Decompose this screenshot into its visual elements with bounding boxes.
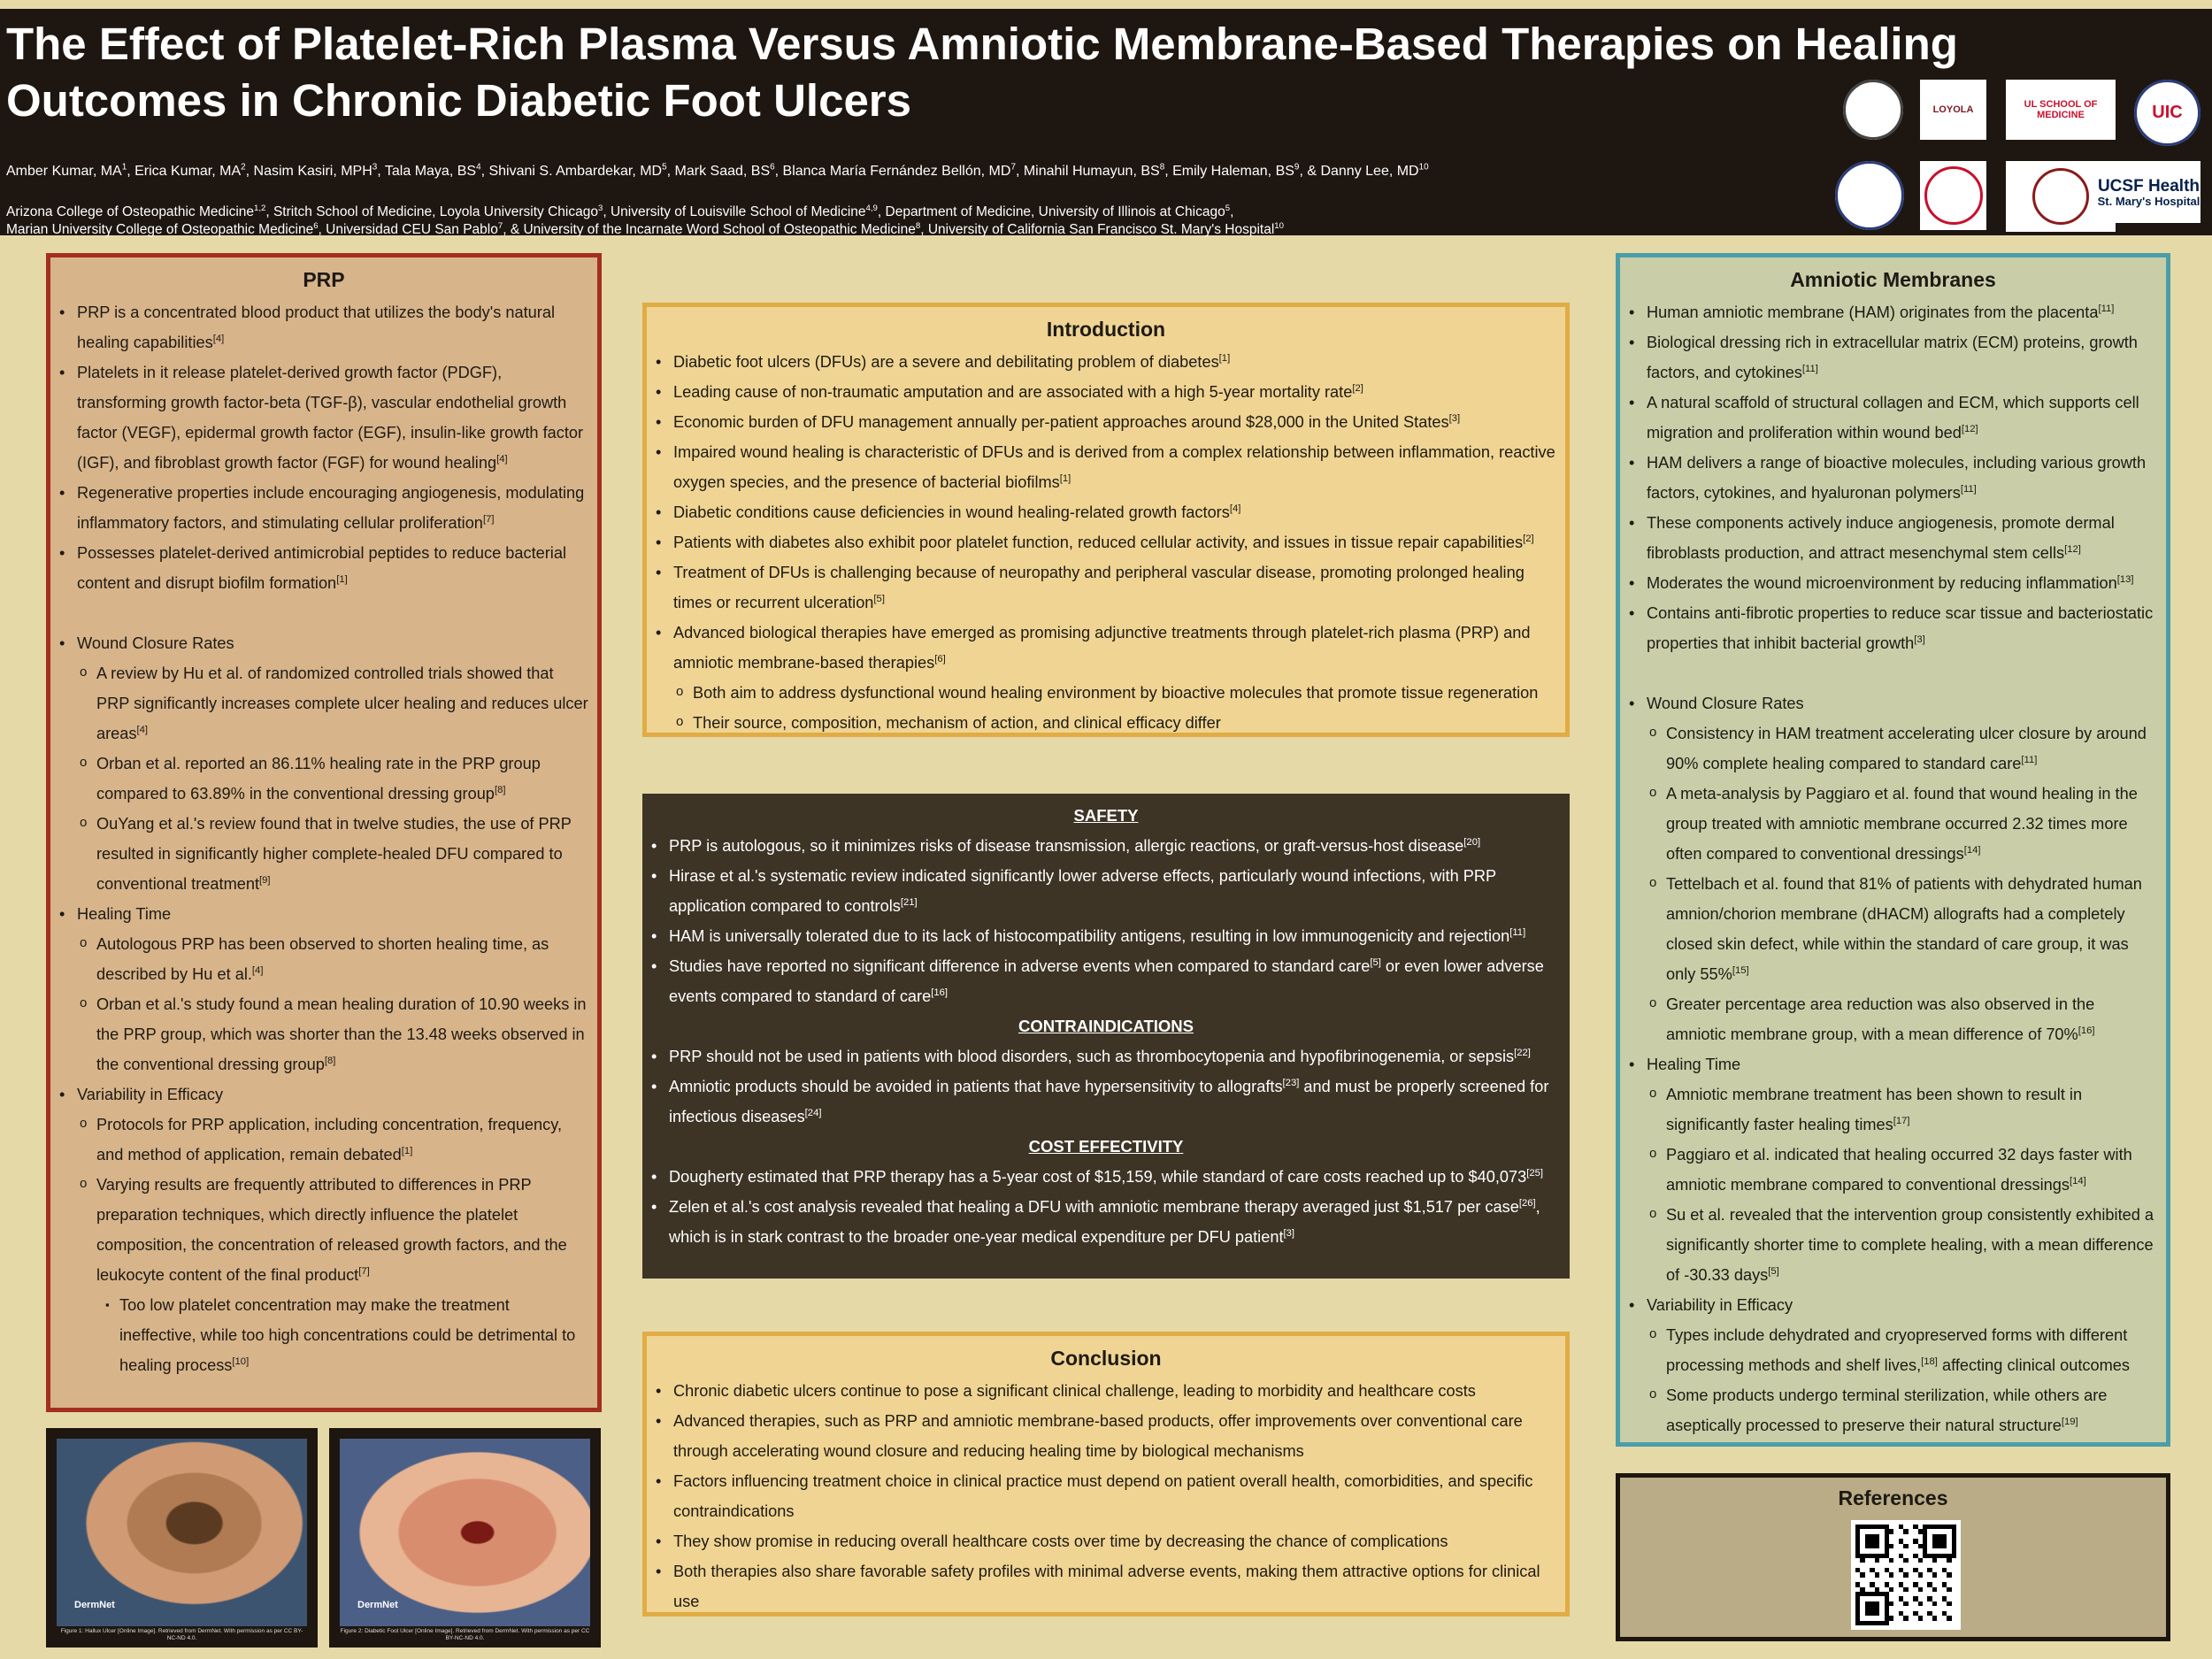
list-item: • Hirase et al.'s systematic review indicated significantly lower adverse effects, particularly wound infections, with PRP application compared to controls[21] bbox=[649, 861, 1563, 921]
prp-list bbox=[58, 297, 590, 1380]
list-item: o Autologous PRP has been observed to shorten healing time, as described by Hu et al.[4] bbox=[58, 929, 590, 989]
list-item: o Both aim to address dysfunctional wound healing environment by bioactive molecules that promote tissue regeneration bbox=[654, 678, 1558, 708]
list-item: • They show promise in reducing overall healthcare costs over time by decreasing the chance of complications bbox=[654, 1526, 1558, 1556]
dermnet-watermark: DermNet bbox=[74, 1600, 115, 1610]
introduction-panel bbox=[642, 303, 1570, 737]
amniotic-list bbox=[1627, 297, 2159, 1440]
list-item: • Studies have reported no significant difference in adverse events when compared to standard care[5] or even lower adverse events compared to standard of care[16] bbox=[649, 951, 1563, 1011]
figure-diabetic-foot-ulcer bbox=[329, 1428, 601, 1647]
list-item: • Dougherty estimated that PRP therapy has a 5-year cost of $15,159, while standard of care costs reached up to $40,073[25] bbox=[649, 1162, 1563, 1192]
ucsf-logo bbox=[2097, 161, 2200, 223]
list-item: • Wound Closure Rates bbox=[58, 628, 590, 658]
prp-title: PRP bbox=[303, 268, 345, 291]
list-item: • A natural scaffold of structural collagen and ECM, which supports cell migration and proliferation within wound bed[12] bbox=[1627, 388, 2159, 448]
list-item: o Orban et al.'s study found a mean healing duration of 10.90 weeks in the PRP group, which was shorter than the 13.48 weeks observed in the conventional dressing group[8] bbox=[58, 989, 590, 1079]
list-item: • Variability in Efficacy bbox=[1627, 1290, 2159, 1320]
references-panel bbox=[1616, 1473, 2170, 1641]
references-title: References bbox=[1838, 1486, 1948, 1509]
marian-seal-icon bbox=[1835, 161, 1904, 230]
list-item: • Patients with diabetes also exhibit poor platelet function, reduced cellular activity, and issues in tissue repair capabilities[2] bbox=[654, 527, 1558, 557]
list-item: o Some products undergo terminal sterilization, while others are aseptically processed to preserve their natural structure[19] bbox=[1627, 1380, 2159, 1440]
top-strip bbox=[0, 0, 2212, 9]
ceu-san-pablo-logo bbox=[1920, 161, 1986, 230]
list-item: o Su et al. revealed that the intervention group consistently exhibited a significantly shorter time to complete healing, with a mean difference of -30.33 days[5] bbox=[1627, 1200, 2159, 1290]
list-item: • Healing Time bbox=[1627, 1049, 2159, 1079]
list-item: • Platelets in it release platelet-derived growth factor (PDGF), transforming growth factor-beta (TGF-β), vascular endothelial growth factor (VEGF), epidermal growth factor (EGF), insulin-like growth factor (IGF), and fibroblast growth factor (FGF) for wound healing[4] bbox=[58, 357, 590, 478]
cost-effectivity-list bbox=[649, 1162, 1563, 1252]
hallux-ulcer-image bbox=[57, 1439, 307, 1626]
list-item: o A meta-analysis by Paggiaro et al. found that wound healing in the group treated with amniotic membrane occurred 2.32 times more often compared to conventional dressings[14] bbox=[1627, 779, 2159, 869]
list-item: o OuYang et al.'s review found that in twelve studies, the use of PRP resulted in significantly higher complete-healed DFU compared to conventional treatment[9] bbox=[58, 809, 590, 899]
list-item: o Consistency in HAM treatment accelerating ulcer closure by around 90% complete healing compared to standard care[11] bbox=[1627, 718, 2159, 779]
list-item: • HAM delivers a range of bioactive molecules, including various growth factors, cytokines, and hyaluronan polymers[11] bbox=[1627, 448, 2159, 508]
list-item: • Biological dressing rich in extracellular matrix (ECM) proteins, growth factors, and cytokines[11] bbox=[1627, 327, 2159, 388]
list-item: • PRP is autologous, so it minimizes risks of disease transmission, allergic reactions, or graft-versus-host disease[20] bbox=[649, 831, 1563, 861]
poster-header bbox=[0, 9, 2212, 235]
amniotic-title: Amniotic Membranes bbox=[1790, 268, 1996, 291]
list-item: • HAM is universally tolerated due to its lack of histocompatibility antigens, resulting in low immunogenicity and rejection[11] bbox=[649, 921, 1563, 951]
loyola-logo-text: LOYOLA bbox=[1932, 104, 1974, 115]
list-item: ▪ Too low platelet concentration may make the treatment ineffective, while too high concentrations could be detrimental to healing process[10] bbox=[58, 1290, 590, 1380]
dermnet-watermark: DermNet bbox=[357, 1600, 398, 1610]
conclusion-title: Conclusion bbox=[1050, 1347, 1162, 1370]
list-item: • Wound Closure Rates bbox=[1627, 688, 2159, 718]
safety-panel bbox=[642, 794, 1570, 1279]
list-item: • Contains anti-fibrotic properties to reduce scar tissue and bacteriostatic properties that inhibit bacterial growth[3] bbox=[1627, 598, 2159, 658]
ceu-seal-icon bbox=[1924, 166, 1983, 225]
ucsf-logo-subtext: St. Mary's Hospital bbox=[2097, 195, 2200, 208]
list-item: • Factors influencing treatment choice in clinical practice must depend on patient overall health, comorbidities, and specific contraindications bbox=[654, 1466, 1558, 1526]
list-item: • Zelen et al.'s cost analysis revealed that healing a DFU with amniotic membrane therapy averaged just $1,517 per case[26], which is in stark contrast to the broader one-year medical expenditure per DFU patient[3] bbox=[649, 1192, 1563, 1252]
qr-module bbox=[1952, 1621, 1956, 1625]
list-item: o Types include dehydrated and cryopreserved forms with different processing methods and shelf lives,[18] affecting clinical outcomes bbox=[1627, 1320, 2159, 1380]
louisville-logo bbox=[2006, 80, 2116, 140]
list-item: o Greater percentage area reduction was also observed in the amniotic membrane group, with a mean difference of 70%[16] bbox=[1627, 989, 2159, 1049]
list-item: o Protocols for PRP application, including concentration, frequency, and method of application, remain debated[1] bbox=[58, 1110, 590, 1170]
list-spacer bbox=[58, 598, 590, 628]
list-item: • Chronic diabetic ulcers continue to pose a significant clinical challenge, leading to morbidity and healthcare costs bbox=[654, 1376, 1558, 1406]
list-item: • Leading cause of non-traumatic amputation and are associated with a high 5-year mortality rate[2] bbox=[654, 377, 1558, 407]
incarnate-word-seal-icon bbox=[2032, 168, 2089, 225]
safety-title: SAFETY bbox=[1073, 806, 1139, 825]
list-item: • Advanced therapies, such as PRP and amniotic membrane-based products, offer improvements over conventional care through accelerating wound closure and reducing healing time by biological mechanisms bbox=[654, 1406, 1558, 1466]
introduction-list bbox=[654, 347, 1558, 738]
figure-1-caption: Figure 1: Hallux Ulcer [Online Image]. Retrieved from DermNet. With permission as per CC BY-NC-ND 4.0. bbox=[60, 1628, 303, 1641]
list-item: o Amniotic membrane treatment has been shown to result in significantly faster healing times[17] bbox=[1627, 1079, 2159, 1140]
list-item: • Regenerative properties include encouraging angiogenesis, modulating inflammatory factors, and stimulating cellular proliferation[7] bbox=[58, 478, 590, 538]
list-item: o Paggiaro et al. indicated that healing occurred 32 days faster with amniotic membrane compared to conventional dressings[14] bbox=[1627, 1140, 2159, 1200]
list-item: • Advanced biological therapies have emerged as promising adjunctive treatments through platelet-rich plasma (PRP) and amniotic membrane-based therapies[6] bbox=[654, 618, 1558, 678]
cost-effectivity-title: COST EFFECTIVITY bbox=[1028, 1137, 1184, 1156]
list-item: o Tettelbach et al. found that 81% of patients with dehydrated human amnion/chorion membrane (dHACM) allografts had a completely closed skin defect, while within the standard of care group, it was only 55%[15] bbox=[1627, 869, 2159, 989]
list-item: • Treatment of DFUs is challenging because of neuropathy and peripheral vascular disease, promoting prolonged healing times or recurrent ulceration[5] bbox=[654, 557, 1558, 618]
author-list: Amber Kumar, $MA^1$, Erica Kumar, $MA^2$, Nasim Kasiri, MPH$^3$, Tala Maya, $BS^4$, Shivani S. Ambardekar, $MD^5$, Mark Saad, $BS^6$, Blanca María Fernández Bellón, $MD^7$, Minahil Humayun, $BS^8$, Emily Haleman, $BS^9$, & Danny Lee, MD$^{10}$ bbox=[6, 162, 1429, 179]
amniotic-membranes-panel bbox=[1616, 253, 2170, 1447]
list-item: • PRP is a concentrated blood product that utilizes the body's natural healing capabilities[4] bbox=[58, 297, 590, 357]
list-item: • Variability in Efficacy bbox=[58, 1079, 590, 1110]
contraindications-title: CONTRAINDICATIONS bbox=[1018, 1017, 1194, 1035]
figure-2-caption: Figure 2: Diabetic Foot Ulcer [Online Image]. Retrieved from DermNet. With permission as per CC BY-NC-ND 4.0. bbox=[340, 1628, 590, 1641]
list-item: • Impaired wound healing is characteristic of DFUs and is derived from a complex relationship between inflammation, reactive oxygen species, and the presence of bacterial biofilms[1] bbox=[654, 437, 1558, 497]
list-item: • Healing Time bbox=[58, 899, 590, 929]
list-item: • Both therapies also share favorable safety profiles with minimal adverse events, making them attractive options for clinical use bbox=[654, 1556, 1558, 1617]
seal-icon bbox=[1843, 80, 1903, 140]
list-item: o Their source, composition, mechanism of action, and clinical efficacy differ bbox=[654, 708, 1558, 738]
list-item: o Varying results are frequently attributed to differences in PRP preparation techniques, which directly influence the platelet composition, the concentration of released growth factors, and the leukocyte content of the final product[7] bbox=[58, 1170, 590, 1290]
poster-title: The Effect of Platelet-Rich Plasma Versus Amniotic Membrane-Based Therapies on Healing Outcomes in Chronic Diabetic Foot Ulcers bbox=[6, 19, 1958, 126]
list-item: • Human amniotic membrane (HAM) originates from the placenta[11] bbox=[1627, 297, 2159, 327]
list-item: • Economic burden of DFU management annually per-patient approaches around $28,000 in the United States[3] bbox=[654, 407, 1558, 437]
list-item: o A review by Hu et al. of randomized controlled trials showed that PRP significantly increases complete ulcer healing and reduces ulcer areas[4] bbox=[58, 658, 590, 749]
prp-panel bbox=[46, 253, 602, 1412]
list-item: • These components actively induce angiogenesis, promote dermal fibroblasts production, and attract mesenchymal stem cells[12] bbox=[1627, 508, 2159, 568]
affiliations-line-1: Arizona College of Osteopathic Medicine$^{1,2}$, Stritch School of Medicine, Loyola University Chicago$^3$, University of Louisville School of Medicine$^{4,9}$, Department of Medicine, University of Illinois at Chicago$^5$, bbox=[6, 203, 1234, 219]
ucsf-logo-text: UCSF Health bbox=[2097, 177, 2200, 196]
marian-seal-logo bbox=[1835, 161, 1904, 230]
list-item: • Possesses platelet-derived antimicrobial peptides to reduce bacterial content and disrupt biofilm formation[1] bbox=[58, 538, 590, 598]
list-item: • Diabetic conditions cause deficiencies in wound healing-related growth factors[4] bbox=[654, 497, 1558, 527]
references-qr-code[interactable] bbox=[1851, 1520, 1961, 1630]
safety-list bbox=[649, 831, 1563, 1011]
list-item: • Moderates the wound microenvironment by reducing inflammation[13] bbox=[1627, 568, 2159, 598]
contraindications-list bbox=[649, 1041, 1563, 1132]
affiliations-line-2: Marian University College of Osteopathic Medicine$^6$, Universidad CEU San Pablo$^7$, & University of the Incarnate Word School of Osteopathic Medicine$^8$, University of California San Francisco St. Mary's Hospital$^{10}$ bbox=[6, 220, 1284, 237]
louisville-logo-text: UL SCHOOL OF MEDICINE bbox=[2024, 99, 2098, 120]
affiliations bbox=[6, 204, 1284, 239]
uic-seal-icon: UIC bbox=[2134, 80, 2200, 146]
loyola-logo bbox=[1920, 80, 1986, 140]
list-item: • Diabetic foot ulcers (DFUs) are a severe and debilitating problem of diabetes[1] bbox=[654, 347, 1558, 377]
list-spacer bbox=[1627, 658, 2159, 688]
conclusion-panel bbox=[642, 1332, 1570, 1617]
diabetic-foot-ulcer-image bbox=[340, 1439, 590, 1626]
introduction-title: Introduction bbox=[1046, 318, 1166, 341]
college-seal-logo bbox=[1843, 80, 1903, 140]
conclusion-list bbox=[654, 1376, 1558, 1617]
list-item: o Orban et al. reported an 86.11% healing rate in the PRP group compared to 63.89% in the conventional dressing group[8] bbox=[58, 749, 590, 809]
list-item: • Amniotic products should be avoided in patients that have hypersensitivity to allografts[23] and must be properly screened for infectious diseases[24] bbox=[649, 1071, 1563, 1132]
list-item: • PRP should not be used in patients with blood disorders, such as thrombocytopenia and hypofibrinogenemia, or sepsis[22] bbox=[649, 1041, 1563, 1071]
figure-hallux-ulcer bbox=[46, 1428, 318, 1647]
uic-seal-logo bbox=[2134, 80, 2200, 146]
